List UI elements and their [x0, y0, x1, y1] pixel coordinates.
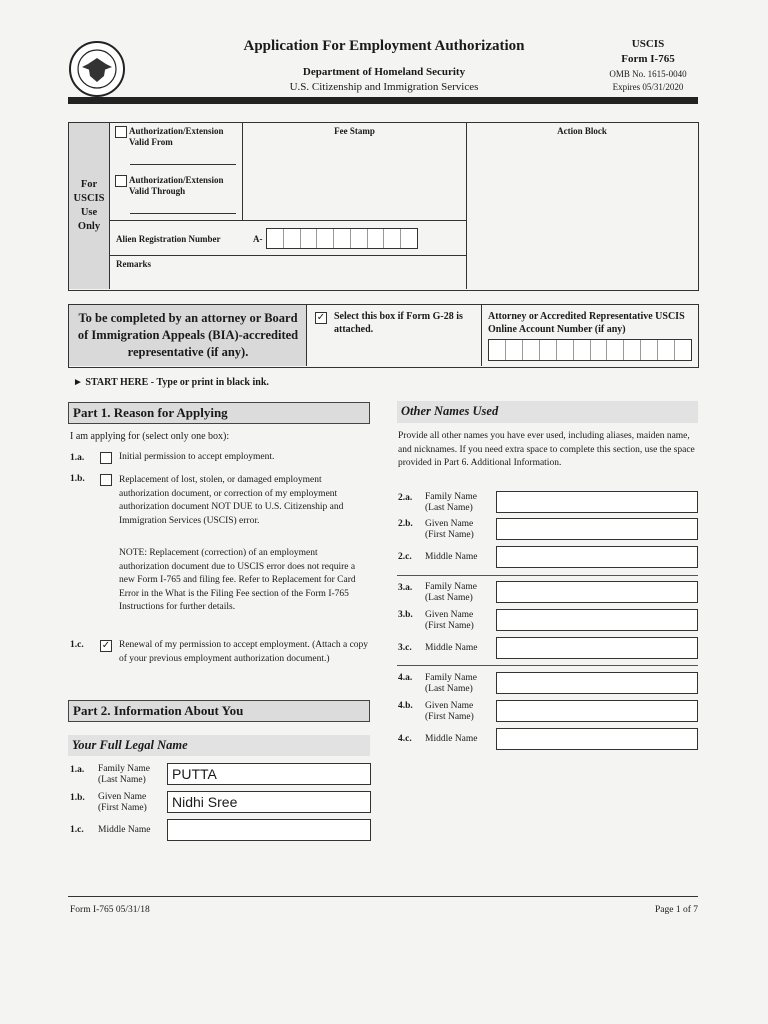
on-2b-label: Given Name (First Name)	[425, 519, 474, 540]
other-middle-name-2c-input[interactable]	[496, 546, 698, 568]
form-number: Form I-765	[621, 53, 675, 65]
other-given-name-2b-input[interactable]	[496, 518, 698, 540]
footer-page-number: Page 1 of 7	[654, 905, 698, 915]
other-names-header: Other Names Used	[397, 401, 698, 423]
auth-valid-from-line[interactable]	[130, 164, 236, 165]
on-2a-number: 2.a.	[398, 493, 413, 503]
other-names-intro: Provide all other names you have ever used, including aliases, maiden name, and nicknames. If you need extra space to complete this section, use the space provided in Part 6. Additional Information.	[398, 431, 695, 468]
item-1a-checkbox[interactable]	[100, 452, 112, 464]
fee-stamp-label: Fee Stamp	[334, 126, 375, 136]
on-2b-number: 2.b.	[398, 519, 413, 529]
other-middle-name-4c-input[interactable]	[496, 728, 698, 750]
part1-header: Part 1. Reason for Applying	[68, 402, 370, 424]
for-uscis-use-only: For USCIS Use Only	[73, 179, 105, 232]
on-4c-label: Middle Name	[425, 734, 478, 744]
middle-name-input[interactable]	[167, 819, 371, 841]
p2-1b-number: 1.b.	[70, 793, 85, 803]
on-3a-label: Family Name (Last Name)	[425, 582, 477, 603]
on-3b-number: 3.b.	[398, 610, 413, 620]
action-block-label: Action Block	[557, 126, 607, 136]
other-family-name-2a-input[interactable]	[496, 491, 698, 513]
item-1b-text: Replacement of lost, stolen, or damaged employment authorization document, or correction of my employment authorization document NOT DUE to U.S. Citizenship and Immigration Services (USCIS) error.	[119, 475, 344, 526]
g28-checkbox[interactable]: ✓	[316, 312, 326, 323]
alien-prefix: A-	[253, 234, 263, 244]
p2-1c-label: Middle Name	[98, 825, 151, 835]
on-2c-number: 2.c.	[398, 552, 412, 562]
footer-form-id: Form I-765 05/31/18	[70, 905, 150, 915]
p2-1c-number: 1.c.	[70, 825, 84, 835]
other-given-name-4b-input[interactable]	[496, 700, 698, 722]
auth-valid-from-label: Authorization/Extension Valid From	[129, 126, 224, 147]
on-2a-label: Family Name (Last Name)	[425, 492, 477, 513]
divider	[397, 665, 698, 666]
auth-valid-through-line[interactable]	[130, 213, 236, 214]
part2-header: Part 2. Information About You	[68, 700, 370, 722]
account-number-field[interactable]	[488, 339, 692, 361]
other-family-name-4a-input[interactable]	[496, 672, 698, 694]
item-1b-number: 1.b.	[70, 474, 85, 484]
auth-valid-from-checkbox[interactable]	[115, 126, 127, 138]
on-2c-label: Middle Name	[425, 552, 478, 562]
other-given-name-3b-input[interactable]	[496, 609, 698, 631]
item-1a-number: 1.a.	[70, 453, 85, 463]
on-3b-label: Given Name (First Name)	[425, 610, 474, 631]
other-family-name-3a-input[interactable]	[496, 581, 698, 603]
item-1a-text: Initial permission to accept employment.	[119, 452, 275, 462]
p2-1b-label: Given Name (First Name)	[98, 792, 147, 813]
department: Department of Homeland Security	[302, 66, 466, 78]
alien-registration-field[interactable]	[266, 228, 418, 249]
expiration: Expires 05/31/2020	[612, 82, 684, 92]
start-here: ► START HERE - Type or print in black ink.	[73, 377, 269, 388]
on-4c-number: 4.c.	[398, 734, 412, 744]
account-number-label: Attorney or Accredited Representative USCIS Online Account Number (if any)	[488, 311, 685, 335]
divider	[397, 575, 698, 576]
attorney-note: To be completed by an attorney or Board of Immigration Appeals (BIA)-accredited representative (if any).	[77, 311, 299, 359]
item-1c-text: Renewal of my permission to accept employment. (Attach a copy of your previous employment authorization document.)	[119, 640, 369, 664]
item-1b-checkbox[interactable]	[100, 474, 112, 486]
item-1c-number: 1.c.	[70, 640, 84, 650]
on-3c-number: 3.c.	[398, 643, 412, 653]
form-title: Application For Employment Authorization	[243, 38, 525, 54]
family-name-input[interactable]: PUTTA	[167, 763, 371, 785]
omb-number: OMB No. 1615-0040	[609, 69, 687, 79]
g28-label: Select this box if Form G-28 is attached.	[334, 311, 463, 335]
auth-valid-through-label: Authorization/Extension Valid Through	[129, 175, 224, 196]
full-legal-name-header: Your Full Legal Name	[68, 735, 370, 756]
remarks-label: Remarks	[116, 259, 151, 269]
dhs-seal	[68, 40, 126, 98]
agency: U.S. Citizenship and Immigration Services	[289, 81, 479, 93]
on-4a-label: Family Name (Last Name)	[425, 673, 477, 694]
on-4a-number: 4.a.	[398, 673, 413, 683]
footer-rule	[68, 896, 698, 897]
p2-1a-number: 1.a.	[70, 765, 85, 775]
part1-intro: I am applying for (select only one box):	[70, 431, 230, 442]
on-4b-number: 4.b.	[398, 701, 413, 711]
alien-registration-label: Alien Registration Number	[116, 234, 221, 244]
p2-1a-label: Family Name (Last Name)	[98, 764, 150, 785]
on-4b-label: Given Name (First Name)	[425, 701, 474, 722]
given-name-input[interactable]: Nidhi Sree	[167, 791, 371, 813]
uscis-label: USCIS	[631, 38, 665, 50]
auth-valid-through-checkbox[interactable]	[115, 175, 127, 187]
item-1c-checkbox[interactable]: ✓	[101, 640, 111, 651]
part1-note: NOTE: Replacement (correction) of an employment authorization document due to USCIS error does not require a new Form I-765 and filing fee. Refer to Replacement for Card Error in the What is the Filing Fee section of the Form I-765 Instructions for further details.	[119, 548, 356, 612]
on-3c-label: Middle Name	[425, 643, 478, 653]
header-rule	[68, 97, 698, 104]
other-middle-name-3c-input[interactable]	[496, 637, 698, 659]
on-3a-number: 3.a.	[398, 583, 413, 593]
